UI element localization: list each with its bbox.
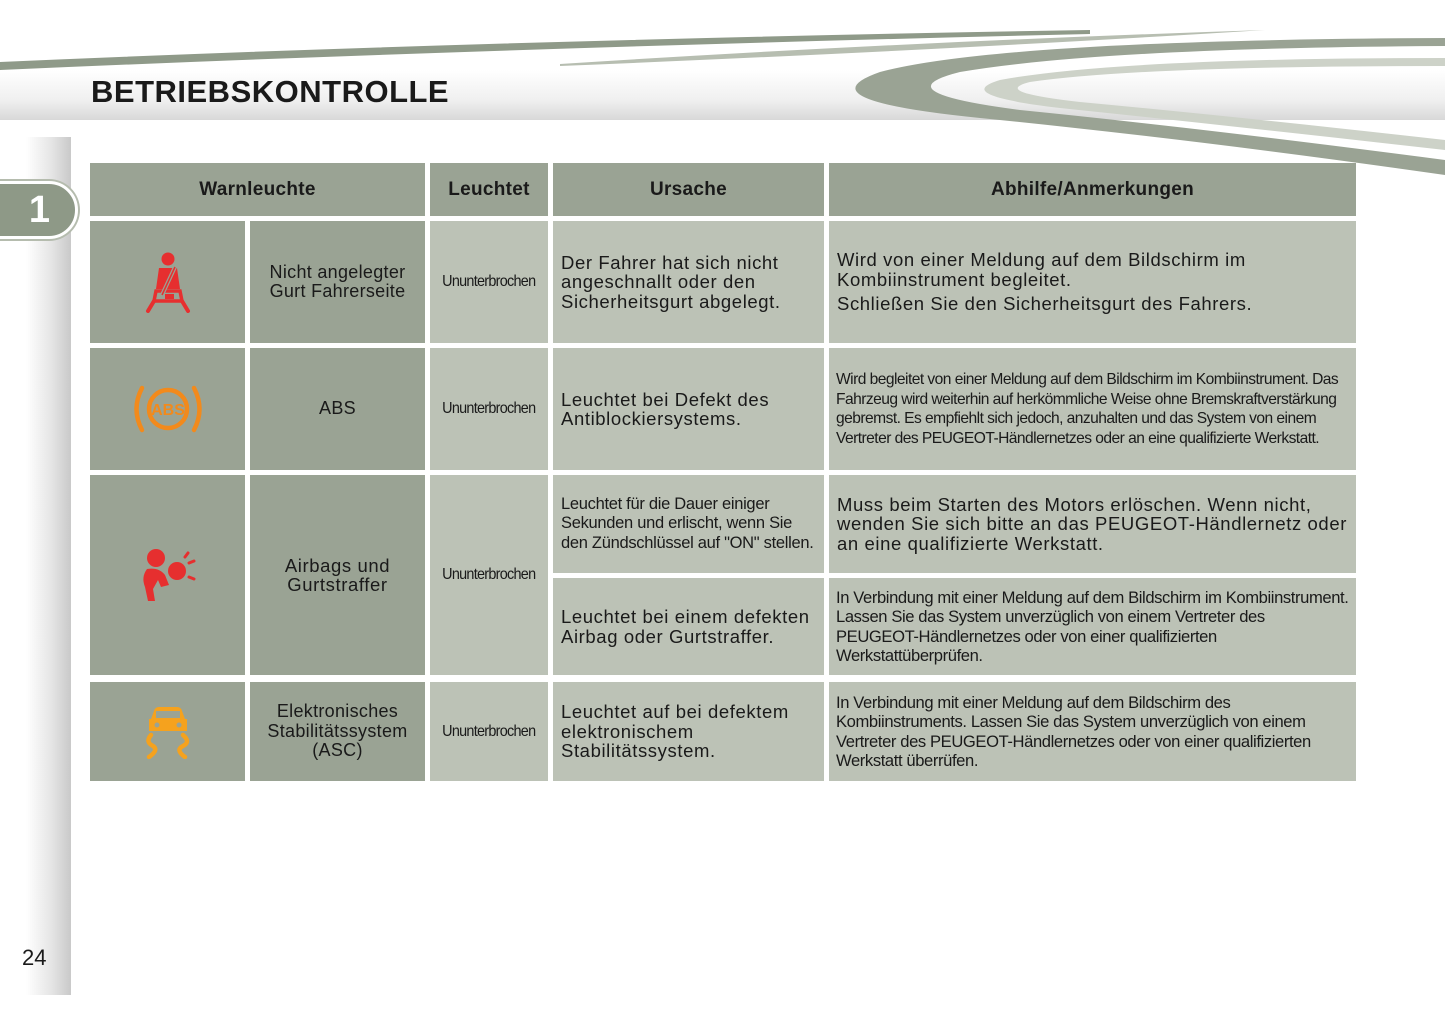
lit-status-text: Ununterbrochen [442,566,536,583]
warning-name: Airbags und Gurtstraffer [250,475,425,675]
airbag-icon [139,547,197,603]
lit-status-text: Ununterbrochen [442,400,536,417]
abs-icon [128,379,208,439]
header-remedy: Abhilfe/Anmerkungen [829,163,1356,216]
table-row-icon-cell [90,221,245,343]
header-cause: Ursache [553,163,824,216]
lit-status [430,682,548,781]
warning-name: Nicht angelegter Gurt Fahrerseite [250,221,425,343]
remedy-text: In Verbindung mit einer Meldung auf dem Bildschirm des Kombiinstruments. Lassen Sie das System unverzüglich von einem Vertreter des PEUGEOT-Händlernetzes oder von einer qualifizierten Werkstatt überrüfen. [829,682,1356,781]
abs-icon-label: ABS [150,402,185,419]
cause-text: Leuchtet bei einem defekten Airbag oder Gurtstraffer. [553,578,824,675]
lit-status [430,475,548,675]
cause-text: Leuchtet bei Defekt des Antiblockiersystems. [553,348,824,470]
chapter-tab[interactable]: 1 [0,181,78,239]
seatbelt-icon [142,251,194,313]
warning-name: Elektronisches Stabilitätssystem (ASC) [250,682,425,781]
remedy-text: Muss beim Starten des Motors erlöschen. Wenn nicht, wenden Sie sich bitte an das PEUGEOT-Händlernetz oder an eine qualifizierte Werkstatt. [829,475,1356,573]
table-row-icon-cell [90,682,245,781]
header-warning-light: Warnleuchte [90,163,425,216]
header-lit: Leuchtet [430,163,548,216]
table-row-icon-cell [90,348,245,470]
warning-name: ABS [250,348,425,470]
page-number: 24 [22,945,47,970]
remedy-text: In Verbindung mit einer Meldung auf dem Bildschirm im Kombiinstrument. Lassen Sie das System unverzüglich von einem Vertreter des PEUGEOT-Händlernetzes oder von einer qualifizierten Werkstattüberprüfen. [829,578,1356,675]
lit-status [430,221,548,343]
lit-status [430,348,548,470]
side-margin-strip [26,137,71,995]
remedy-text-2: Schließen Sie den Sicherheitsgurt des Fahrers. [837,293,1253,315]
lit-status-text: Ununterbrochen [442,273,536,290]
stability-control-icon [143,705,193,759]
cause-text: Leuchtet für die Dauer einiger Sekunden und erlischt, wenn Sie den Zündschlüssel auf "ON" stellen. [553,475,824,573]
lit-status-text: Ununterbrochen [442,722,536,740]
cause-text: Der Fahrer hat sich nicht angeschnallt oder den Sicherheitsgurt abgelegt. [553,221,824,343]
remedy-cell [829,221,1356,343]
cause-text: Leuchtet auf bei defektem elektronischem Stabilitätssystem. [553,682,824,781]
remedy-text: Wird von einer Meldung auf dem Bildschirm im Kombiinstrument begleitet. [837,249,1246,290]
page-title: BETRIEBSKONTROLLE [91,74,450,109]
remedy-text: Wird begleitet von einer Meldung auf dem Bildschirm im Kombiinstrument. Das Fahrzeug wird weiterhin auf herkömmliche Weise ohne Bremskraftverstärkung gebremst. Es empfiehlt sich jedoch, anzuhalten und das System von einem Vertreter des PEUGEOT-Händlernetzes oder an eine qualifizierte Werkstatt. [829,348,1356,470]
table-row-icon-cell [90,475,245,675]
